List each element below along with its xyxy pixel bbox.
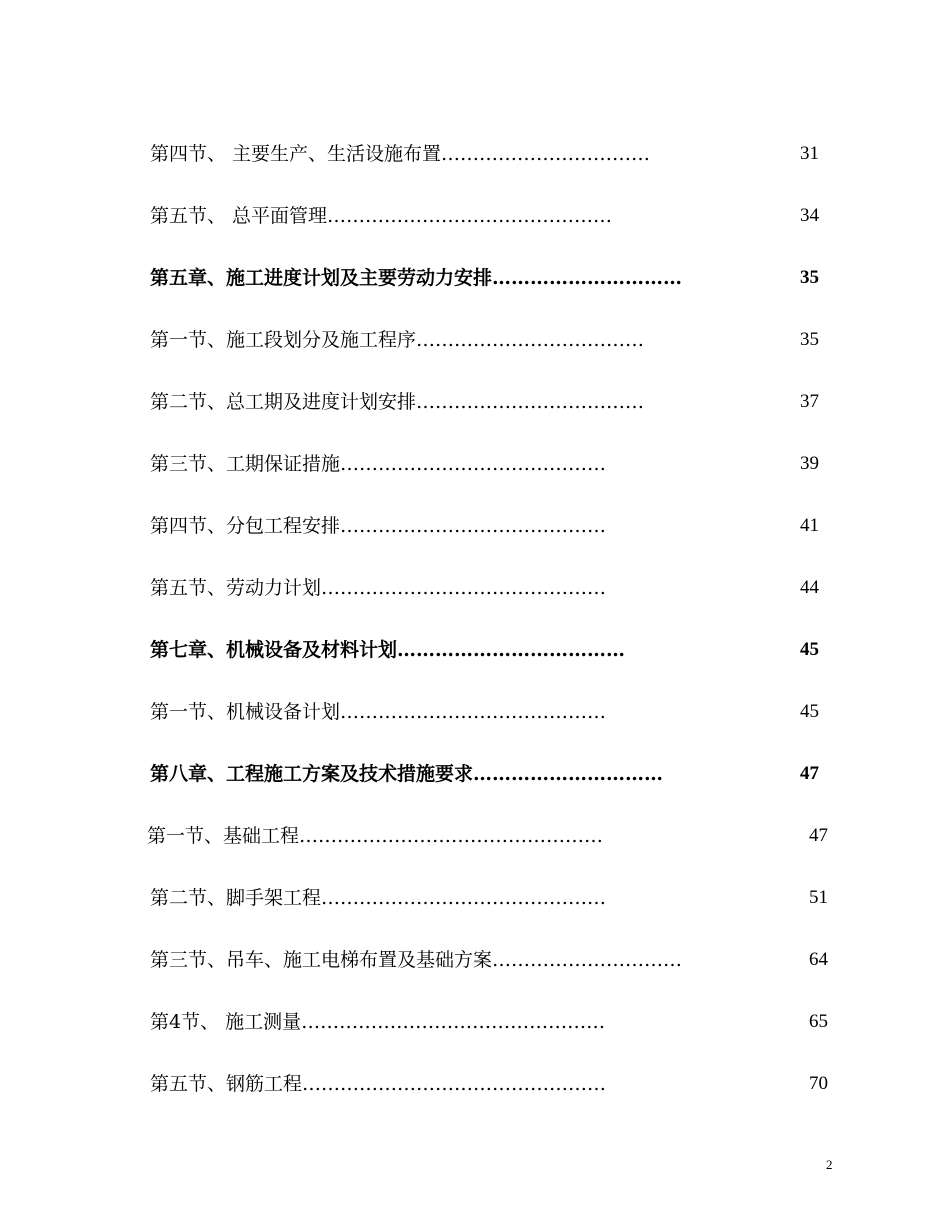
toc-page-number: 70 [809, 1073, 828, 1094]
toc-page-number: 64 [809, 949, 828, 970]
toc-page-number: 45 [800, 639, 819, 660]
toc-page-number: 35 [800, 267, 819, 288]
toc-page-number: 51 [809, 887, 828, 908]
toc-page-number: 35 [800, 329, 819, 350]
toc-page-number: 47 [800, 763, 819, 784]
toc-entry-title: 第一节、施工段划分及施工程序……………………………… [150, 329, 645, 351]
toc-page-number: 34 [800, 205, 819, 226]
toc-section-entry [0, 1007, 950, 1037]
toc-entry-title: 第二节、总工期及进度计划安排……………………………… [150, 391, 645, 413]
toc-page-number: 41 [800, 515, 819, 536]
toc-entry-title: 第五节、钢筋工程………………………………………… [150, 1073, 607, 1095]
toc-page-number: 65 [809, 1011, 828, 1032]
toc-chapter-entry [0, 759, 950, 789]
toc-entry-title: 第三节、工期保证措施…………………………………… [150, 453, 607, 475]
toc-chapter-entry [0, 263, 950, 293]
toc-section-entry [0, 201, 950, 231]
toc-page-number: 31 [800, 143, 819, 164]
toc-page-number: 45 [800, 701, 819, 722]
toc-page-number: 47 [809, 825, 828, 846]
toc-entry-title: 第五章、施工进度计划及主要劳动力安排………………………… [150, 267, 683, 289]
toc-section-entry [0, 139, 950, 169]
toc-entry-title: 第五节、劳动力计划……………………………………… [150, 577, 607, 599]
toc-section-entry [0, 697, 950, 727]
toc-section-entry [0, 945, 950, 975]
toc-entry-title: 第八章、工程施工方案及技术措施要求………………………… [150, 763, 664, 785]
toc-entry-title: 第四节、 主要生产、生活设施布置…………………………… [150, 143, 651, 165]
toc-section-entry [0, 511, 950, 541]
toc-section-entry [0, 449, 950, 479]
page-number: 2 [826, 1157, 833, 1172]
toc-entry-title: 第七章、机械设备及材料计划……………………………… [150, 639, 626, 661]
toc-entry-title: 第一节、基础工程………………………………………… [147, 825, 604, 847]
toc-entry-title: 第五节、 总平面管理……………………………………… [150, 205, 613, 227]
toc-chapter-entry [0, 635, 950, 665]
toc-page-number: 44 [800, 577, 819, 598]
toc-section-entry [0, 325, 950, 355]
toc-entry-title: 第三节、吊车、施工电梯布置及基础方案………………………… [150, 949, 683, 971]
toc-entry-title: 第四节、分包工程安排…………………………………… [150, 515, 607, 537]
toc-page-number: 39 [800, 453, 819, 474]
toc-section-entry [0, 387, 950, 417]
toc-section-entry [0, 883, 950, 913]
toc-entry-title: 第一节、机械设备计划…………………………………… [150, 701, 607, 723]
toc-entry-title: 第4节、 施工测量………………………………………… [150, 1011, 606, 1033]
toc-section-entry [0, 1069, 950, 1099]
toc-section-entry [0, 821, 950, 851]
toc-page-number: 37 [800, 391, 819, 412]
toc-entry-title: 第二节、脚手架工程……………………………………… [150, 887, 607, 909]
toc-section-entry [0, 573, 950, 603]
